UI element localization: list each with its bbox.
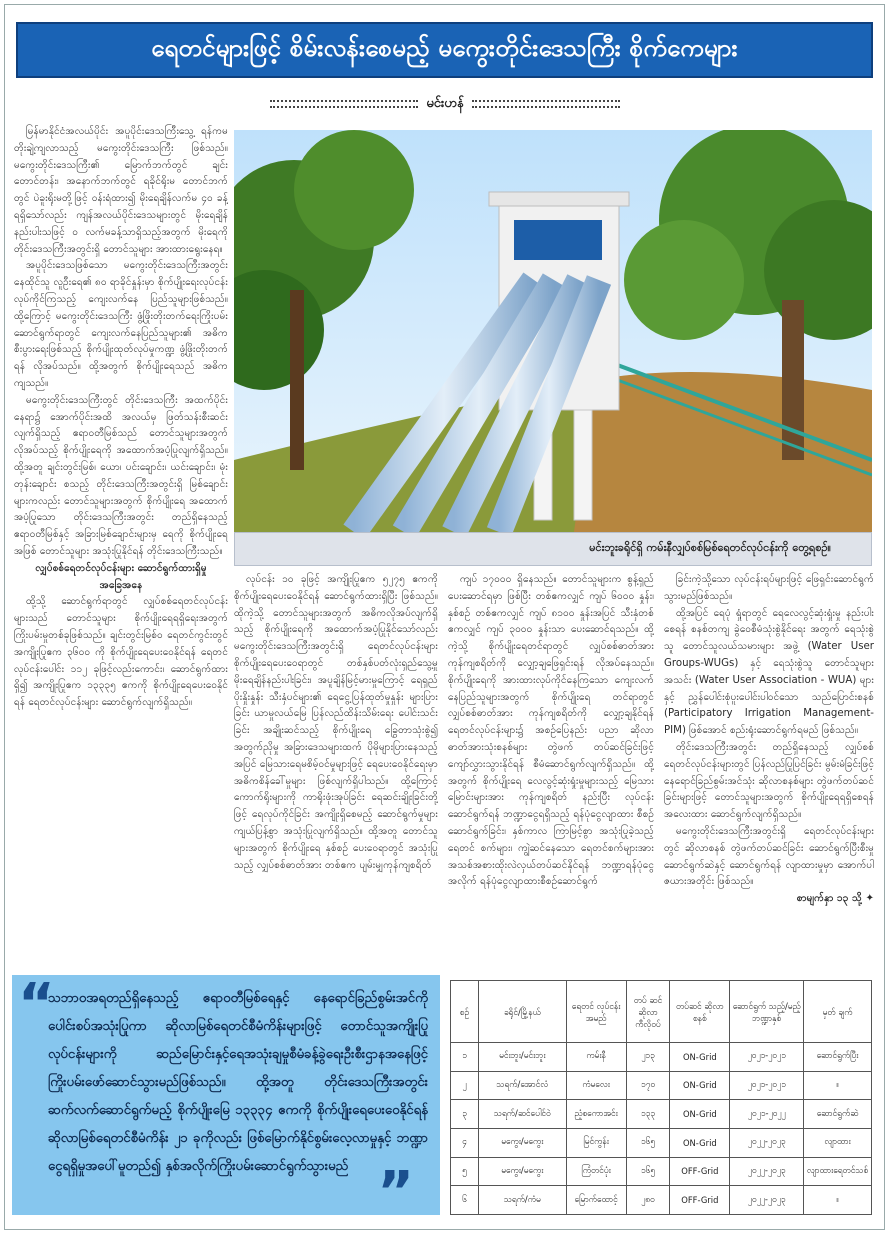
table-cell: ၂ — [451, 1071, 479, 1100]
table-header-cell: ရေတင် လုပ်ငန်း အမည် — [566, 981, 626, 1043]
irrigation-pump-photo — [234, 130, 872, 532]
table-cell: ၂၀၂၂-၂၀၂၃ — [730, 1186, 804, 1215]
solar-projects-table — [450, 980, 872, 1215]
table-header-cell: တပ်ဆင် ဆိုလာ စနစ် — [670, 981, 730, 1043]
table-cell: ။ — [804, 1071, 872, 1100]
table-row — [451, 1100, 872, 1129]
table-cell: မြောက်ထောင့် — [566, 1186, 626, 1215]
table-cell: ညံ့စကောအင်း — [566, 1100, 626, 1129]
paragraph: လုပ်ငန်း ၁၀ ခုဖြင့် အကျိုးပြုဧက ၅၂၇၅ ဧကကို စိုက်ပျိုးရေပေးဝေနိုင်ရန် ဆောင်ရွက်ထားရှိပြီး ဖြစ်သည်။ ထိုကဲ့သို့ တောင်သူများအတွက် အဓိကလိုအပ်လျက်ရှိသည့် စိုက်ပျိုးရေကို အထောက်အပံ့ပြုနိုင်သော်လည်း မကွေးတိုင်းဒေသကြီးအတွင်းရှိ ရေတင်လုပ်ငန်းများ စိုက်ပျိုးရေပေးဝေရာတွင် တစ်နှစ်ပတ်လုံးရှည်သွေ့မှု မိုးရေချိန်နည်းပါးခြင်း၊ အပူချိန်မြင့်မားမှုကြောင့် ရေရှည်ပိုးနှိုးနှုန်း သီးနှံပင်များ၏ ရေငွေ့ပြန်ထုတ်မှုနှုန်း များပြားခြင်း ယာမှုလယ်မြေ ပြန်လည်ထိန်းသိမ်းရေး ပေါင်းသင်းခြင်း အချိုးဆင်သည့် စိုက်ပျိုးရေ ခြွေတာသုံးစွဲ၍ အတွက်ညိုမှု အခြားဒေသများထက် ပိုမိုများပြားနေသည့် အပြင် မြေသားရေမစိမ့်ဝင်မှုများဖြင့် ရေပေးဝေနိုင်ရေးမှာ အဓိကစိန်ခေါ်မှုများ ဖြစ်လျက်ရှိပါသည်။ ထို့ကြောင့် ကောက်ရိုးများကို ကာရိုးဖုံးအုပ်ခြင်း ရေဆင်းချိုးခြင်းတို့ဖြင့် ရေလုပ်ကိုင်ခြင်း အကျိုးရှိစေမည့် ဆောင်ရွက်မှုများ ကျယ်ပြန့်စွာ အသုံးပြုလျက်ရှိသည်။ ထို့အတူ တောင်သူများအတွက် စိုက်ပျိုးရေ နှစ်စဉ် ပေးဝေရာတွင် အသုံးပြုသည့် လျှပ်စစ်ဓာတ်အား တစ်ဧက ပျမ်းမျှကုန်ကျစရိတ် — [234, 574, 438, 871]
table-cell: OFF-Grid — [670, 1186, 730, 1215]
table-cell: ၁၆၅ — [626, 1128, 670, 1157]
table-cell: ကံမလေး — [566, 1071, 626, 1100]
table-cell: ON-Grid — [670, 1071, 730, 1100]
table-cell: ဆောင်ရွက်ဆဲ — [804, 1100, 872, 1129]
paragraph: ထို့သို့ ဆောင်ရွက်ရာတွင် လျှပ်စစ်ရေတင်လုပ်ငန်းများသည် တောင်သူများ စိုက်ပျိုးရေရရှိရေးအတွက် ကြိုးပမ်းမှုတစ်ခုဖြစ်သည်။ ချင်းတွင်းမြစ်ဝ ရေတင်ကွင်းတွင် အကျိုးပြုဧက ၃၆၀၀ ကို စိုက်ပျိုးရေပေးဝေနိုင်ရန် ရေတင်လုပ်ငန်းပေါင်း ၁၁၂ ခုဖြင့်လည်းကောင်း၊ ဆောင်ရွက်ထားရှိ၍ အကျိုးပြုဧက ၁၃၃၃၅ ဧကကို စိုက်ပျိုးရေပေးဝေနိုင်ရန် ရေတင်လုပ်ငန်းများ ဆောင်ရွက်လျက်ရှိသည်။ — [14, 596, 228, 709]
table-row — [451, 1043, 872, 1072]
table-header-cell: တပ် ဆင် ဆိုလာ ကီလိုဝပ် — [626, 981, 670, 1043]
table-cell: သရက်/ဆင်ပေါင်ဝဲ — [478, 1100, 566, 1129]
byline-row — [270, 94, 620, 114]
table-row — [451, 1128, 872, 1157]
table-cell: ၃ — [451, 1100, 479, 1129]
table-cell: မင်းဘူး/မင်းဘူး — [478, 1043, 566, 1072]
article-column-4 — [664, 572, 874, 968]
table-cell: ၅ — [451, 1157, 479, 1186]
article-column-1 — [14, 124, 228, 964]
table-cell: ၁၇၀ — [626, 1071, 670, 1100]
table-cell: ၄ — [451, 1128, 479, 1157]
table-cell: ၁၆၅ — [626, 1157, 670, 1186]
table-cell: ၂၀၂၂-၂၀၂၃ — [730, 1157, 804, 1186]
photo-caption-text: မင်းဘူးခရိုင်ရှိ ကမ်းနီလျှပ်စစ်မြစ်ရေတင်လုပ်ငန်းကို တွေ့ရစဉ်။ — [589, 541, 831, 554]
table-cell: ON-Grid — [670, 1043, 730, 1072]
table-cell: ၂၀၂၁-၂၀၂၁ — [730, 1071, 804, 1100]
table-header-cell: စဉ် — [451, 981, 479, 1043]
paragraph: မကွေးတိုင်းဒေသကြီးအတွင်းရှိ ရေတင်လုပ်ငန်းများတွင် ဆိုလာစနစ် တွဲဖက်တပ်ဆင်ခြင်း ဆောင်ရွက်ပြီးစီးမှု ဆောင်ရွက်ဆဲနှင့် ဆောင်ရွက်ရန် လျာထားမှုမှာ အောက်ပါဇယားအတိုင်း ဖြစ်သည်။ — [664, 825, 874, 888]
headline-banner — [16, 22, 873, 78]
headline: ရေတင်များဖြင့် စိမ်းလန်းစေမည့် မကွေးတိုင်းဒေသကြီး စိုက်ကေများ — [151, 34, 738, 62]
table-header-cell: ဆောင်ရွက် သည့်/မည့် ဘဏ္ဍာနှစ် — [730, 981, 804, 1043]
pull-quote — [12, 972, 440, 1225]
continued-marker: စာမျက်နှာ ၁၃ သို့ ✦ — [796, 893, 874, 905]
table-cell: ၂၀၂၁-၂၀၂၂ — [730, 1100, 804, 1129]
table-cell: ၆ — [451, 1186, 479, 1215]
table-cell: သရက်/အောင်လံ — [478, 1071, 566, 1100]
table-cell: ၂၀၂၁-၂၀၂၁ — [730, 1043, 804, 1072]
byline-rule-right — [472, 100, 620, 108]
table-header-cell: ခရိုင်/မြို့နယ် — [478, 981, 566, 1043]
table-row — [451, 1071, 872, 1100]
close-quote-icon: ” — [377, 1160, 414, 1225]
table-header-cell: မှတ် ချက် — [804, 981, 872, 1043]
paragraph: အပူပိုင်းဒေသဖြစ်သော မကွေးတိုင်းဒေသကြီးအတွင်း နေထိုင်သူ လူဦးရေ၏ ၈၀ ရာခိုင်နှုန်းမှာ စိုက်ပျိုးရေးလုပ်ငန်း လုပ်ကိုင်ကြသည့် ကျေးလက်နေ ပြည်သူများဖြစ်သည်။ ထို့ကြောင့် မကွေးတိုင်းဒေသကြီး ဖွံ့ဖြိုးတိုးတက်ရေးကြိုးပမ်းဆောင်ရွက်ရာတွင် ကျေးလက်နေပြည်သူများ၏ အဓိကစီးပွားရေးဖြစ်သည့် စိုက်ပျိုးထုတ်လုပ်မှုကဏ္ဍ ဖွံ့ဖြိုးတိုးတက်ရန် လိုအပ်သည်။ ထို့အတွက် စိုက်ပျိုးရေသည် အဓိကကျသည်။ — [14, 260, 228, 389]
byline: မင်းဟန် — [426, 95, 464, 111]
subheading: လျှပ်စစ်ရေတင်လုပ်ငန်းများ ဆောင်ရွက်ထားရှိမှု အခြေအနေ — [35, 562, 207, 591]
table-cell: ၂၀၂၂-၂၀၂၃ — [730, 1128, 804, 1157]
paragraph: ထို့အပြင် ရေပုံ ရှုံရာတွင် ရေလေလွင့်ဆုံးရှုံးမှု နည်းပါးစေရန် စနစ်တကျ ခွဲဝေစီမံသုံးစွဲနိုင်ရေး အတွက် ရေသုံးစွဲသူ တောင်သူလယ်သမားများ အဖွဲ့ (Water User Groups-WUGs) နှင့် ရေသုံးစွဲသူ တောင်သူများအသင်း (Water User Association - WUA) များနှင့် ညွှန်ပေါင်းစုံပူးပေါင်းပါဝင်သော သည်ပြောင်းစနစ် (Participatory Irrigation Management-PIM) ဖြစ်အောင် စည်းရုံးဆောင်ရွက်ရမည် ဖြစ်သည်။ — [664, 607, 874, 737]
article-column-3 — [448, 572, 654, 968]
table-cell: ON-Grid — [670, 1100, 730, 1129]
table-cell: သရက်/ကံမ — [478, 1186, 566, 1215]
pull-quote-text: သဘာဝအရတည်ရှိနေသည့် ဧရာဝတီမြစ်ရေနှင့် နေရောင်ခြည်စွမ်းအင်ကို ပေါင်းစပ်အသုံးပြုကာ ဆိုလာမြစ်ရေတင်စီမံကိန်းများဖြင့် တောင်သူအကျိုးပြုလုပ်ငန်းများကို ဆည်မြောင်းနှင့်ရေအသုံးချမှုစီမံခန့်ခွဲရေးဦးစီးဌာနအနေဖြင့် ကြိုးပမ်းဖော်ဆောင်သွားမည်ဖြစ်သည်။ ထို့အတူ တိုင်းဒေသကြီးအတွင်း ဆက်လက်ဆောင်ရွက်မည့် စိုက်ပျိုးမြေ ၁၃၃၃၄ ဧကကို စိုက်ပျိုးရေပေးဝေနိုင်ရန် ဆိုလာမြစ်ရေတင်စီမံကိန်း ၂၁ ခုကိုလည်း ဖြစ်မြောက်နိုင်စွမ်းလေ့လာမှုနှင့် ဘဏ္ဍာငွေရရှိမှုအပေါ်မူတည်၍ နှစ်အလိုက်ကြိုးပမ်းဆောင်ရွက်သွားမည် — [48, 991, 428, 1174]
open-quote-icon: “ — [18, 972, 55, 1037]
table-cell: ကြံတင်ပုံး — [566, 1157, 626, 1186]
table-cell: ၁၃၃ — [626, 1100, 670, 1129]
table-cell: ၂၈၀ — [626, 1186, 670, 1215]
table-cell: ၁ — [451, 1043, 479, 1072]
paragraph: ကျပ် ၁၇၀၀၀ ရှိနေသည်။ တောင်သူများက စွန့်ရှည်ပေးဆောင်ရမှာ ဖြစ်ပြီး တစ်ဧကလျှင် ကျပ် ၆၀၀၀ နှုန်း၊ နှစ်စဉ် တစ်ဧကလျှင် ကျပ် ၈၁၀၀ နှုန်းအပြင် သီးနှံတစ်ဧကလျှင် ကျပ် ၃၀၀၀ နှုန်းသာ ပေးဆောင်ရသည်။ ထို့ကဲ့သို့ စိုက်ပျိုးရေတင်ရာတွင် လျှပ်စစ်ဓာတ်အား ကုန်ကျစရိတ်ကို လျှော့ချဖြေရှင်းရန် လိုအပ်နေသည်။ စိုက်ပျိုးရေကို အားထားလုပ်ကိုင်နေကြသော ကျေးလက်နေပြည်သူများအတွက် စိုက်ပျိုးရေ တင်ရာတွင် လျှပ်စစ်ဓာတ်အား ကုန်ကျစရိတ်ကို လျှော့ချနိုင်ရန် ရေတင်လုပ်ငန်းများ၌ အစဉ်ပြေနည်း ပညာ ဆိုလာဓာတ်အားသုံးစနစ်များ တွဲဖက် တပ်ဆင်ခြင်းဖြင့် ကျော်လွှားသွားနိုင်ရန် စီမံဆောင်ရွက်လျက်ရှိသည်။ ထို့အတွက် စိုက်ပျိုးရေ လေလွင့်ဆုံးရှုံးမှုများသည့် မြေသားမြောင်းများအား ကုန်ကျစရိတ် နည်းပြီး လုပ်ငန်းဆောင်ရွက်ရန် ဘဏ္ဍာငွေရရှိသည့် ရန်ပုံငွေလျာထား စီစဉ်ဆောင်ရွက်ခြင်း၊ နှစ်ကာလ ကြာမြင့်စွာ အသုံးပြုခဲ့သည့် ရေတင် စက်များ၊ ကျွဲဆင်နေသော ရေတင်စက်များအား အသစ်အစားထိုးလဲလှယ်တပ်ဆင်နိုင်ရန် ဘဏ္ဍာရန်ပုံငွေအလိုက် ရန်ပုံငွေလျာထားစီစဉ်ဆောင်ရွက် — [448, 574, 654, 888]
paragraph: တိုင်းဒေသကြီးအတွင်း တည်ရှိနေသည့် လျှပ်စစ်ရေတင်လုပ်ငန်းများတွင် ပြန်လည်ပြုပြင်ခြင်း မွမ်းမံခြင်းဖြင့် နေရောင်ခြည်စွမ်းအင်သုံး ဆိုလာစနစ်များ တွဲဖက်တပ်ဆင်ခြင်းများဖြင့် တောင်သူများအတွက် စိုက်ပျိုးရေရရှိစေရန် အလေးထား ဆောင်ရွက်လျက်ရှိသည်။ — [664, 741, 874, 821]
article-column-2 — [234, 572, 438, 968]
table-cell: ၂၁၃ — [626, 1043, 670, 1072]
photo-caption — [234, 532, 872, 566]
table-cell: ဆောင်ရွက်ပြီး — [804, 1043, 872, 1072]
paragraph: ခြင်းကဲ့သို့သော လုပ်ငန်းရပ်များဖြင့် ဖြေရှင်းဆောင်ရွက်သွားမည်ဖြစ်သည်။ — [664, 574, 874, 602]
paragraph: မြန်မာနိုင်ငံအလယ်ပိုင်း အပူပိုင်းဒေသကြီးသွေ့ ရန်ကမတိုးချဲ့ကျလာသည့် မကွေးတိုင်းဒေသကြီး ဖြစ်သည်။ မကွေးတိုင်းဒေသကြီး၏ မြောက်ဘက်တွင် ချင်းတောင်တန်း၊ အနောက်ဘက်တွင် ရခိုင်ရိုးမ တောင်ဘက်တွင် ပဲခူးရိုးမတို့ဖြင့် ဝန်းရံထား၍ မိုးရေချိန်လက်မ ၄၀ ခန့် ရရှိသော်လည်း ကျန်အလယ်ပိုင်းဒေသများတွင် မိုးရေချိန်နည်းပါးသဖြင့် ဝ လက်မခန့်သာရှိသည့်အတွက် မိုးရေကို တိုင်းဒေသကြီးအတွင်းရှိ တောင်သူများ အားထားရွေးနေရ။ — [14, 126, 228, 255]
paragraph: မကွေးတိုင်းဒေသကြီးတွင် တိုင်းဒေသကြီး အထက်ပိုင်းနေရာ၌ အောက်ပိုင်းအထိ အလယ်မှ ဖြတ်သန်းစီးဆင်းလျက်ရှိသည့် ဧရာဝတီမြစ်သည် တောင်သူများအတွက် လိုအပ်သည့် စိုက်ပျိုးရေကို အထောက်အပံ့ပြုလျက်ရှိသည်။ ထို့အတူ ချင်းတွင်းမြစ်၊ ယော၊ ပင်းချောင်း၊ ယင်းချောင်း၊ မုံးတုန်းချောင်း စသည့် တိုင်းဒေသကြီးအတွင်းရှိ မြစ်ချောင်းများကလည်း တောင်သူများအတွက် စိုက်ပျိုးရေ အထောက်အပံ့ပြုသော တိုင်းဒေသကြီးအတွင်း တည်ရှိနေသည့် ဧရာဝတီမြစ်နှင့် အခြားမြစ်ချောင်းများမှ ရေကို စိုက်ပျိုးရေအဖြစ် တောင်သူများ အသုံးပြုနိုင်ရန် တိုင်းဒေသကြီးသည်။ — [14, 394, 228, 557]
table-cell: မကွေး/မကွေး — [478, 1128, 566, 1157]
byline-rule-left — [270, 100, 418, 108]
table-cell: လျာထားရေတင်သစ် — [804, 1157, 872, 1186]
table-cell: ကမ်းနီ — [566, 1043, 626, 1072]
table-cell: လျာထား — [804, 1128, 872, 1157]
table-cell: OFF-Grid — [670, 1157, 730, 1186]
table-cell: မကွေး/မကွေး — [478, 1157, 566, 1186]
table-row — [451, 1157, 872, 1186]
table-cell: ON-Grid — [670, 1128, 730, 1157]
table-cell: မြင်ကွန်း — [566, 1128, 626, 1157]
article-photo — [234, 130, 872, 532]
table-cell: ။ — [804, 1186, 872, 1215]
table-header-row — [451, 981, 872, 1043]
table-row — [451, 1186, 872, 1215]
